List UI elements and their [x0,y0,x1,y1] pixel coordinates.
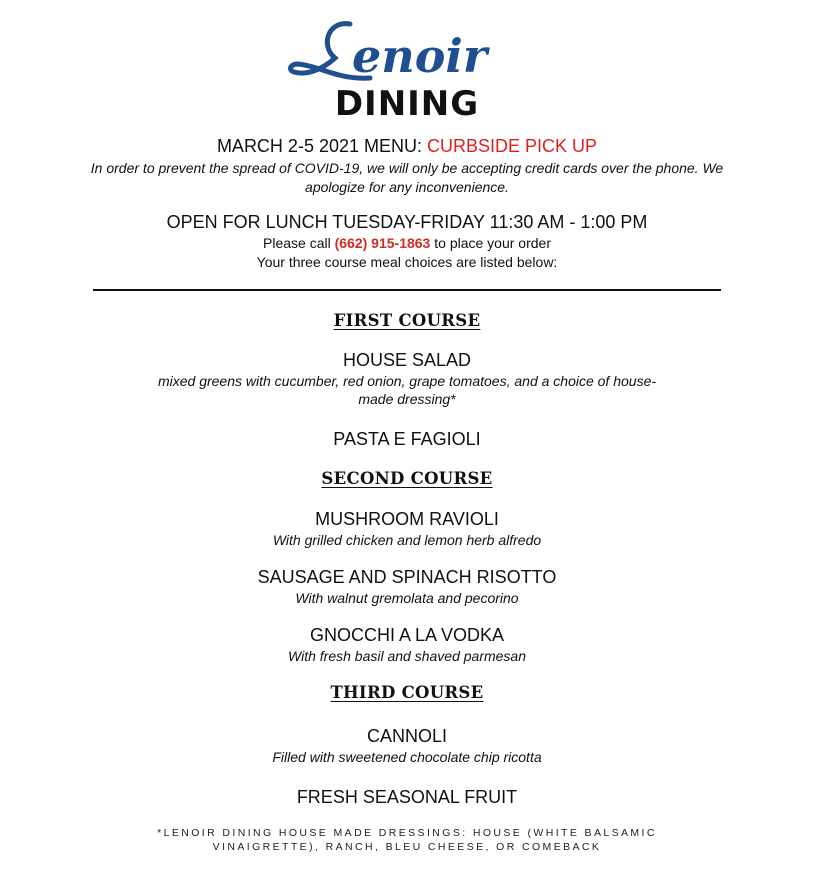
logo-dining-word: DINING [334,84,480,124]
dish-name: CANNOLI [366,726,447,746]
dish-description: mixed greens with cucumber, red onion, grape tomatoes, and a choice of house- [157,373,657,389]
dish-name: GNOCCHI A LA VODKA [309,625,505,645]
svg-text:enoir: enoir [352,29,488,83]
dish-name: FRESH SEASONAL FRUIT [296,787,518,807]
dish-name: PASTA E FAGIOLI [333,429,481,449]
dish-name: MUSHROOM RAVIOLI [315,509,499,529]
call-instructions: Please call (662) 915-1863 to place your order [263,235,551,251]
dish-name: SAUSAGE AND SPINACH RISOTTO [257,567,557,587]
covid-notice: In order to prevent the spread of COVID-19, we will only be accepting credit cards over the phone. We apologize for any inconvenience. [90,160,724,195]
phone-number: (662) 915-1863 [334,235,431,251]
course-heading-first: FIRST COURSE [333,311,481,330]
curbside-label: CURBSIDE PICK UP [427,136,598,156]
dish-description: made dressing* [358,391,456,407]
dish-description: With walnut gremolata and pecorino [295,590,519,606]
choices-note: Your three course meal choices are listed below: [256,254,558,270]
lenoir-script-logo [280,6,520,96]
dish-name: HOUSE SALAD [342,350,472,370]
divider [93,289,721,291]
dressings-footnote: *LENOIR DINING HOUSE MADE DRESSINGS: HOUSE (WHITE BALSAMIC VINAIGRETTE), RANCH, BLEU CHEESE, OR COMEBACK [157,827,657,853]
dish-description: With grilled chicken and lemon herb alfredo [272,532,542,548]
dish-description: Filled with sweetened chocolate chip ricotta [272,749,542,765]
course-heading-second: SECOND COURSE [321,469,493,488]
course-heading-third: THIRD COURSE [330,683,484,702]
menu-title: MARCH 2-5 2021 MENU: CURBSIDE PICK UP [216,136,598,156]
dish-description: With fresh basil and shaved parmesan [288,648,526,664]
lunch-hours: OPEN FOR LUNCH TUESDAY-FRIDAY 11:30 AM - 1:00 PM [166,212,648,232]
